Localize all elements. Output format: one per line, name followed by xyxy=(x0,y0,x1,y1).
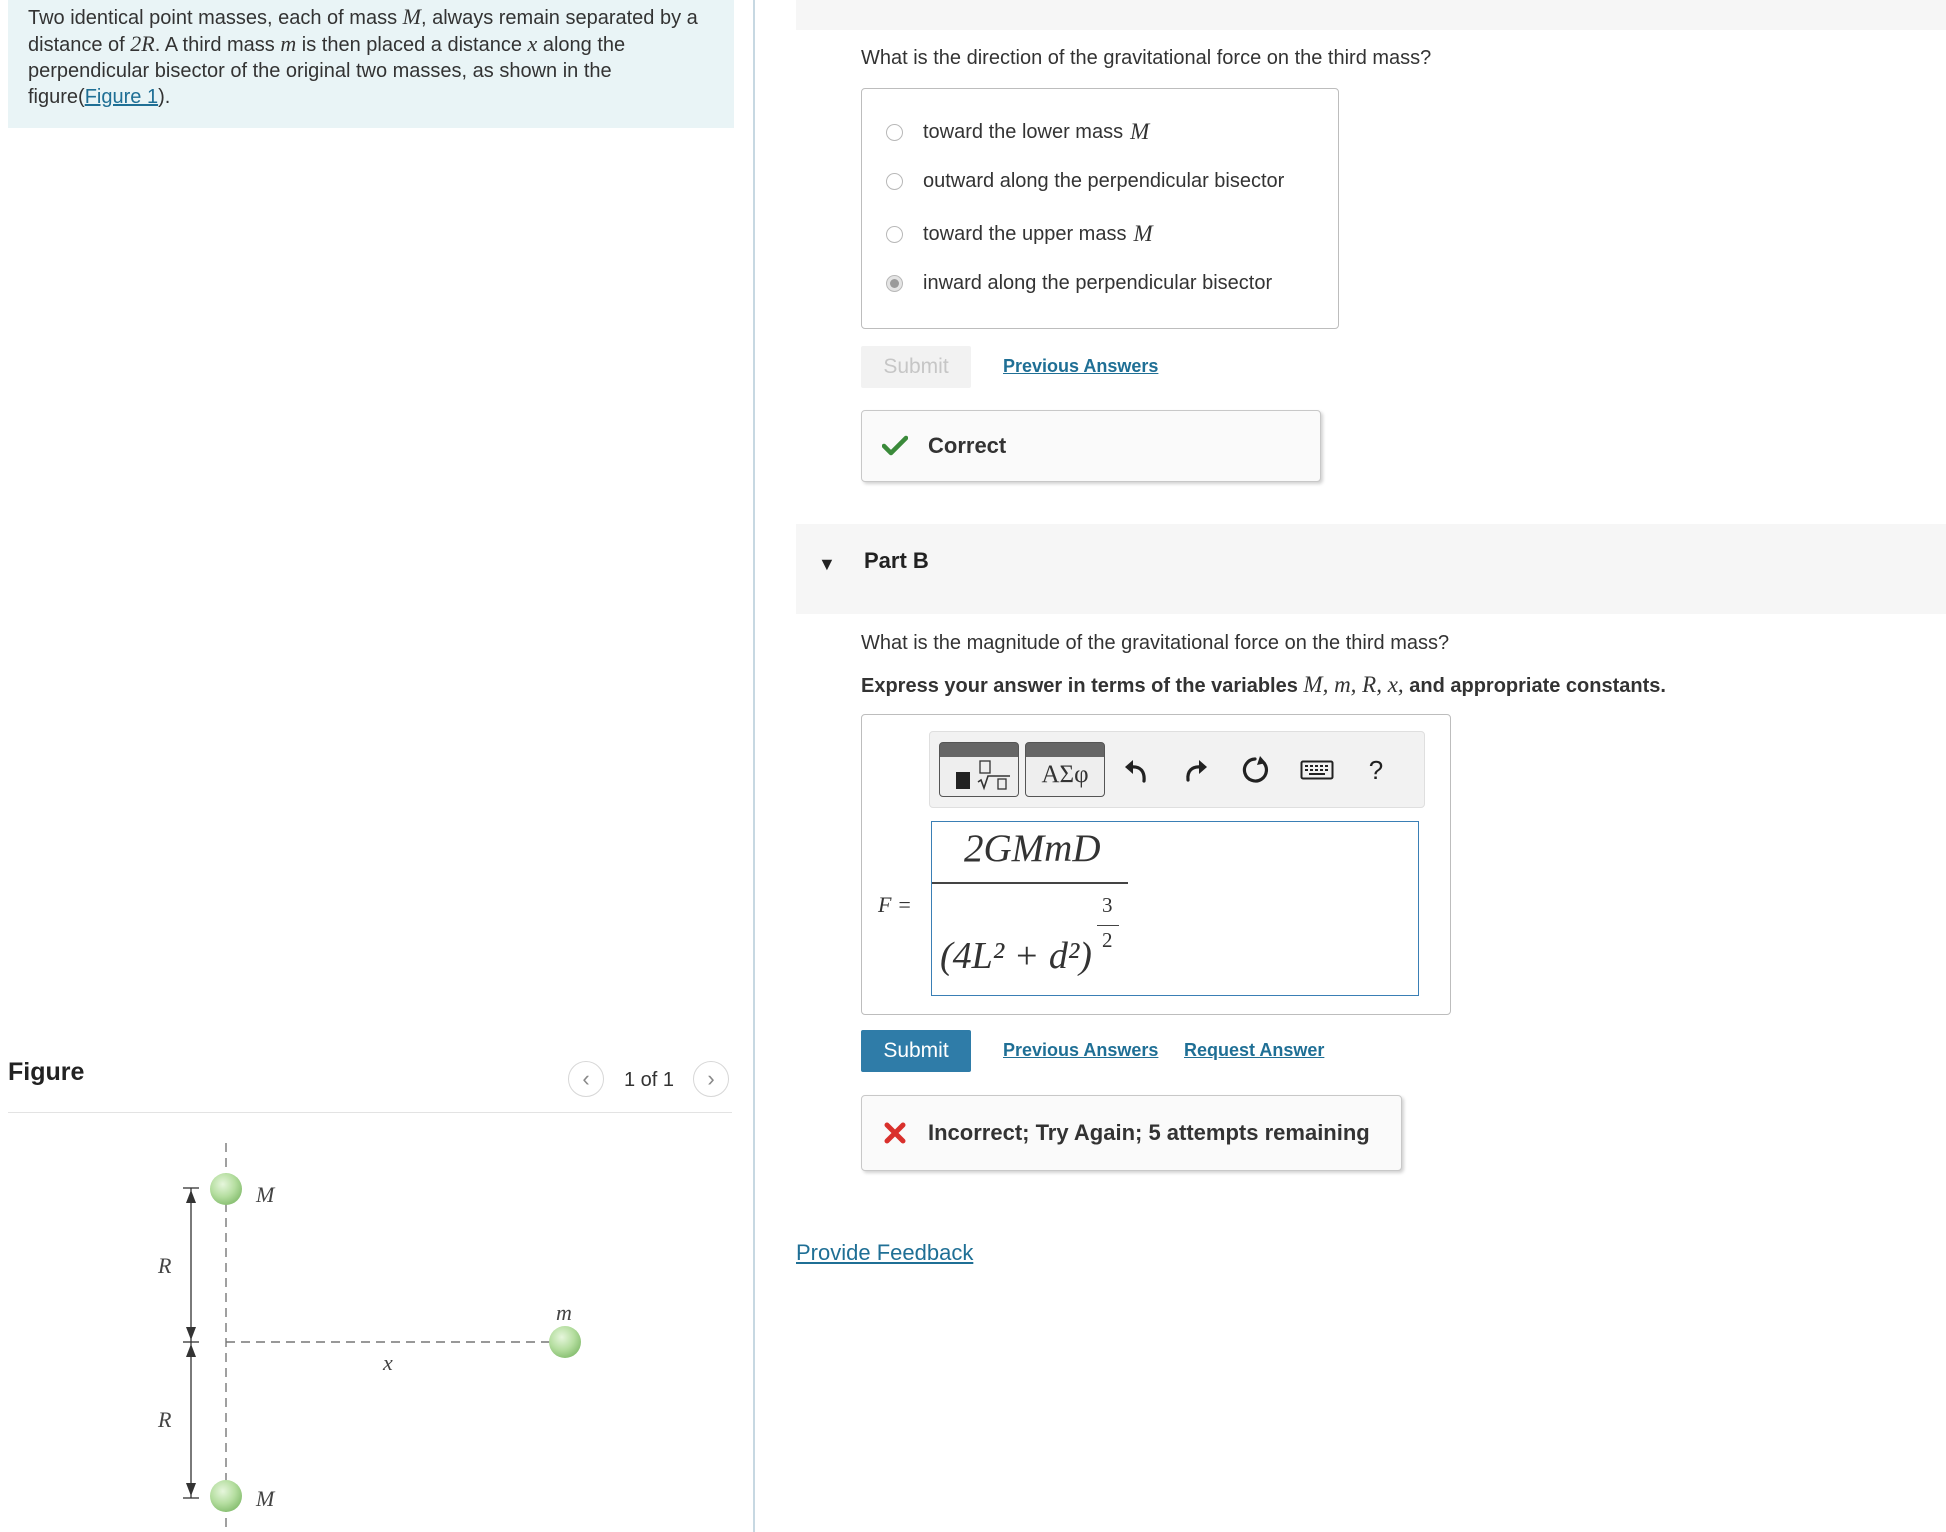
part-a-question: What is the direction of the gravitational force on the third mass? xyxy=(861,47,1432,69)
keyboard-icon xyxy=(1300,758,1334,782)
part-a-previous-answers-link[interactable]: Previous Answers xyxy=(1003,356,1159,376)
templates-icon xyxy=(940,756,1018,796)
help-label: ? xyxy=(1368,754,1384,785)
part-b-submit-button[interactable]: Submit xyxy=(861,1030,971,1072)
redo-icon xyxy=(1182,756,1210,784)
x-icon xyxy=(884,1122,906,1144)
choice-var: M xyxy=(1133,221,1153,246)
dimension-R-bottom xyxy=(183,1342,199,1498)
instruction-pre: Express your answer in terms of the variables xyxy=(861,675,1304,697)
label-R-bottom: R xyxy=(158,1407,172,1432)
undo-icon xyxy=(1122,756,1150,784)
exponent-denominator: 2 xyxy=(1102,928,1113,952)
intro-text-5: along the perpendicular bisector of the original two masses, as shown in the figure( xyxy=(28,34,626,108)
reset-icon xyxy=(1241,755,1271,785)
radio-button[interactable] xyxy=(886,173,903,190)
chevron-left-icon: ‹ xyxy=(582,1066,590,1091)
instruction-vars: M, m, R, x, xyxy=(1303,672,1404,697)
var-M: M xyxy=(402,4,421,29)
equation-lhs: F = xyxy=(878,892,912,917)
column-divider xyxy=(753,0,755,1532)
keyboard-button[interactable] xyxy=(1299,752,1335,788)
choice-4[interactable] xyxy=(886,272,1272,295)
choice-label: toward the upper mass xyxy=(923,222,1127,245)
answer-numerator: 2GMmD xyxy=(964,827,1101,870)
figure-divider xyxy=(8,1112,732,1113)
figure-count: 1 of 1 xyxy=(624,1069,675,1091)
lower-mass xyxy=(210,1480,242,1512)
var-x: x xyxy=(527,31,538,56)
exponent-bar xyxy=(1097,925,1119,926)
problem-intro xyxy=(8,0,734,128)
part-a-header-bar xyxy=(796,0,1946,30)
choice-label: inward along the perpendicular bisector xyxy=(923,272,1273,294)
label-lower-M: M xyxy=(256,1486,275,1511)
label-m: m xyxy=(556,1300,572,1325)
label-x: x xyxy=(383,1350,393,1375)
radio-button[interactable] xyxy=(886,226,903,243)
part-a-choices xyxy=(861,88,1339,329)
figure-diagram xyxy=(0,1120,740,1532)
part-b-title: Part B xyxy=(864,548,929,573)
figure-link[interactable]: Figure 1 xyxy=(84,86,159,108)
intro-text-4: is then placed a distance xyxy=(296,34,528,56)
caret-down-icon: ▼ xyxy=(818,554,836,574)
choice-1[interactable] xyxy=(886,119,1149,145)
templates-button[interactable] xyxy=(939,742,1019,797)
part-b-feedback xyxy=(861,1095,1402,1171)
answer-input[interactable] xyxy=(931,821,1419,996)
label-upper-M: M xyxy=(256,1182,275,1207)
part-b-question: What is the magnitude of the gravitational force on the third mass? xyxy=(861,632,1450,654)
upper-mass xyxy=(210,1173,242,1205)
figure-prev-button[interactable] xyxy=(568,1061,604,1097)
part-a-submit-button[interactable]: Submit xyxy=(861,346,971,388)
intro-text-1: Two identical point masses, each of mass xyxy=(28,7,403,29)
feedback-text: Correct xyxy=(928,433,1007,458)
intro-text-6: ). xyxy=(158,86,171,108)
choice-2[interactable] xyxy=(886,170,1284,193)
redo-button[interactable] xyxy=(1178,752,1214,788)
part-b-instruction xyxy=(861,672,1666,698)
exponent-numerator: 3 xyxy=(1102,893,1113,917)
part-a-feedback xyxy=(861,410,1321,482)
greek-symbols-button[interactable] xyxy=(1025,742,1105,797)
greek-label: ΑΣφ xyxy=(1041,761,1089,788)
choice-var: M xyxy=(1130,119,1150,144)
third-mass xyxy=(549,1326,581,1358)
math-toolbar xyxy=(929,731,1425,808)
reset-button[interactable] xyxy=(1238,752,1274,788)
figure-next-button[interactable] xyxy=(693,1061,729,1097)
label-R-top: R xyxy=(158,1253,172,1278)
var-2R: 2R xyxy=(130,31,155,56)
choice-label: toward the lower mass xyxy=(923,120,1124,143)
var-m: m xyxy=(280,31,297,56)
help-button[interactable] xyxy=(1358,752,1394,788)
part-b-header-bar[interactable] xyxy=(796,524,1946,614)
provide-feedback-link[interactable]: Provide Feedback xyxy=(796,1240,974,1265)
undo-button[interactable] xyxy=(1118,752,1154,788)
answer-denominator: (4L² + d²) xyxy=(940,935,1092,977)
part-b-previous-answers-link[interactable]: Previous Answers xyxy=(1003,1040,1159,1060)
instruction-post: and appropriate constants. xyxy=(1403,675,1666,697)
intro-text-2: , always remain separated by a distance of xyxy=(28,7,698,56)
feedback-text: Incorrect; Try Again; 5 attempts remaining xyxy=(928,1120,1370,1145)
request-answer-link[interactable]: Request Answer xyxy=(1184,1040,1325,1060)
dimension-R-top xyxy=(183,1188,199,1342)
radio-button-selected[interactable] xyxy=(886,275,903,292)
figure-title: Figure xyxy=(8,1058,85,1086)
fraction-bar xyxy=(932,882,1128,884)
intro-text-3: . A third mass xyxy=(154,34,281,56)
choice-3[interactable] xyxy=(886,221,1153,247)
chevron-right-icon: › xyxy=(707,1066,715,1091)
radio-button[interactable] xyxy=(886,124,903,141)
checkmark-icon xyxy=(882,435,908,457)
choice-label: outward along the perpendicular bisector xyxy=(923,170,1285,192)
